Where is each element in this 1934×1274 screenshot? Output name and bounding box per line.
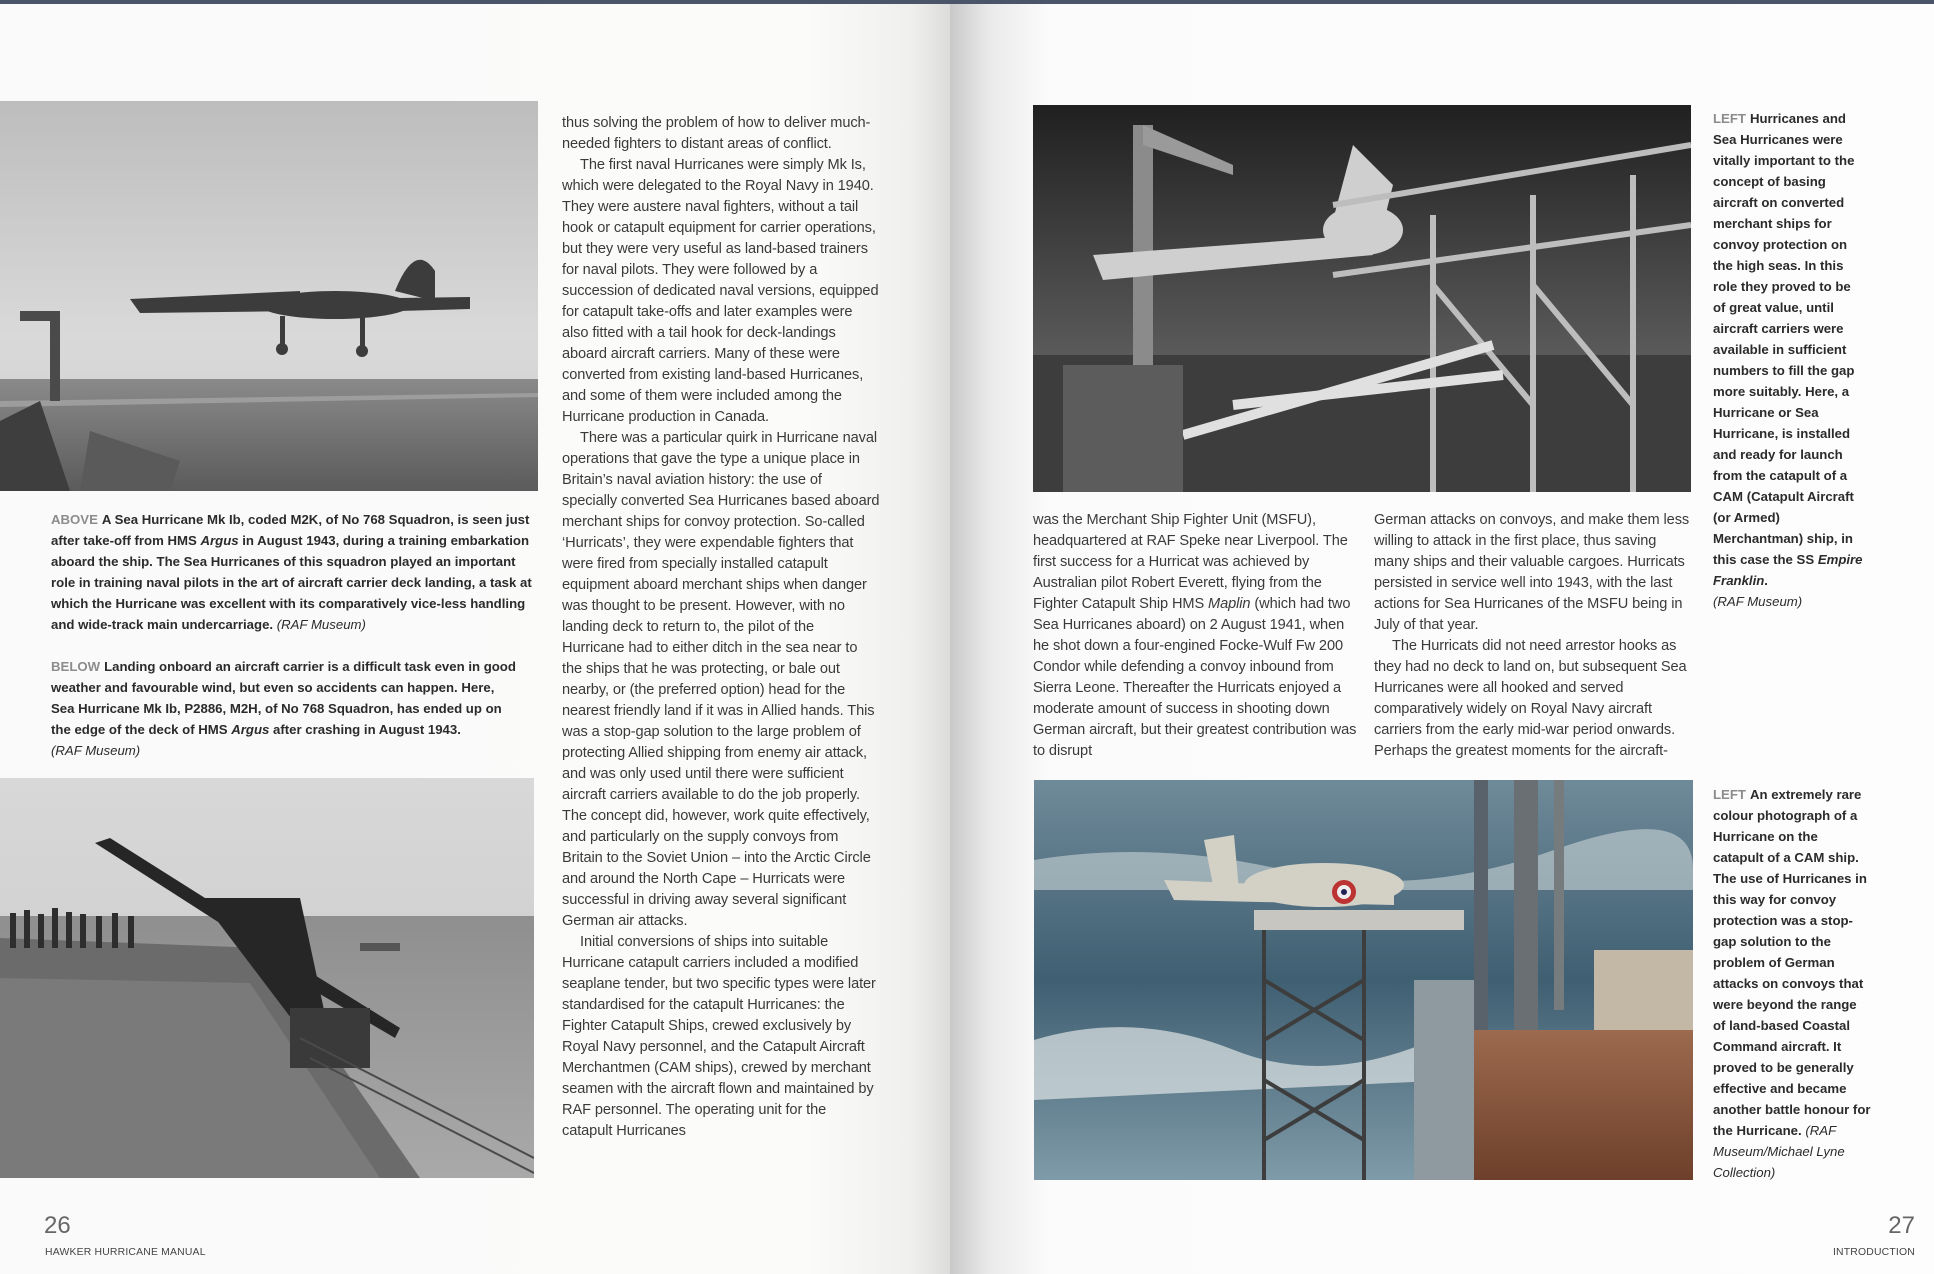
caption-tag: ABOVE	[51, 512, 98, 527]
body-column-1	[1033, 510, 1363, 762]
body-paragraph: was the Merchant Ship Fighter Unit (MSFU), headquartered at RAF Speke near Liverpool. The first success for a Hurricat was achieved by Australian pilot Robert Everett, flying from the Fighter Catapult Ship HMS Maplin (which had two Sea Hurricanes aboard) on 2 August 1941, when he shot down a four-engined Focke-Wulf Fw 200 Condor while defending a convoy inbound from Sierra Leone. Thereafter the Hurricats enjoyed a moderate amount of success in shooting down German aircraft, but their greatest contribution was to disrupt	[1033, 512, 1357, 759]
body-paragraph: There was a particular quirk in Hurricane naval operations that gave the type a unique place in Britain’s naval aviation history: the use of specially converted Sea Hurricanes based aboard merchant ships for convoy protection. So-called ‘Hurricats’, they were expendable fighters that were fired from specially installed catapult equipment aboard merchant ships when danger was thought to be present. However, with no landing deck to return to, the pilot of the Hurricane had to either ditch in the sea near to the ships that he was protecting, or bale out nearby, or (the preferred option) head for the nearest friendly land if it was in Allied hands. This was a stop-gap solution to the large problem of protecting Allied shipping from enemy air attack, and was only used until there were sufficient aircraft carriers available to do the job properly. The concept did, however, work quite effectively, and particularly on the supply convoys from Britain to the Soviet Union – into the Arctic Circle and around the North Cape – Hurricats were successful in driving away several significant German air attacks.	[562, 430, 880, 929]
left-page	[0, 4, 950, 1274]
page-number: 26	[44, 1212, 71, 1239]
body-paragraph: The Hurricats did not need arrestor hooks as they had no deck to land on, but subsequent Sea Hurricanes were all hooked and served comparatively widely on Royal Navy aircraft carriers from the early mid-war period onwards. Perhaps the greatest moments for the aircraft-	[1374, 638, 1687, 759]
running-head: INTRODUCTION	[1832, 1247, 1915, 1258]
caption-below: BELOW Landing onboard an aircraft carrier is a difficult task even in good weather and favourable wind, but even so accidents can happen. Here, Sea Hurricane Mk Ib, P2886, M2H, of No 768 Squadron, has ended up on the edge of the deck of HMS Argus after crashing in August 1943. (RAF Museum)	[51, 659, 516, 758]
page-number: 27	[1888, 1212, 1915, 1239]
body-column-2	[1374, 510, 1694, 762]
caption-tag: BELOW	[51, 659, 101, 674]
caption-above: ABOVE A Sea Hurricane Mk Ib, coded M2K, of No 768 Squadron, is seen just after take-off from HMS Argus in August 1943, during a training embarkation aboard the ship. The Sea Hurricanes of this squadron played an important role in training naval pilots in the art of aircraft carrier deck landing, a task at which the Hurricane was excellent with its comparatively vice-less handling and wide-track main undercarriage. (RAF Museum)	[51, 512, 532, 632]
photo-credit: (RAF Museum/Michael Lyne Collection)	[1713, 1123, 1845, 1180]
body-paragraph: German attacks on convoys, and make them less willing to attack in the first place, thus saving many ships and their valuable cargoes. Hurricats persisted in service well into 1943, with the last actions for Sea Hurricanes of the MSFU being in July of that year.	[1374, 512, 1690, 633]
photo-credit: (RAF Museum)	[1713, 594, 1803, 609]
body-column	[562, 113, 880, 1142]
photo-hurricane-takeoff	[0, 101, 538, 491]
body-paragraph: The first naval Hurricanes were simply Mk Is, which were delegated to the Royal Navy in 1940. They were austere naval fighters, without a tail hook or catapult equipment for carrier operations, but they were very useful as land-based trainers for naval pilots. They were followed by a succession of dedicated naval versions, equipped for catapult take-offs and later examples were also fitted with a tail hook for deck-landings aboard aircraft carriers. Many of these were converted from existing land-based Hurricanes, and some of them were included among the Hurricane production in Canada.	[562, 157, 879, 425]
running-head: HAWKER HURRICANE MANUAL	[45, 1247, 206, 1258]
caption-tag: LEFT	[1713, 111, 1746, 126]
caption-tag: LEFT	[1713, 787, 1746, 802]
photo-hurricane-crash	[0, 778, 534, 1178]
photo-credit: (RAF Museum)	[51, 743, 141, 758]
body-paragraph: thus solving the problem of how to deliver much-needed fighters to distant areas of conflict.	[562, 115, 871, 152]
caption-cam-ship: LEFT Hurricanes and Sea Hurricanes were vitally important to the concept of basing aircraft on converted merchant ships for convoy protection on the high seas. In this role they proved to be of great value, until aircraft carriers were available in sufficient numbers to fill the gap more suitably. Here, a Hurricane or Sea Hurricane, is installed and ready for launch from the catapult of a CAM (Catapult Aircraft (or Armed) Merchantman) ship, in this case the SS Empire Franklin. (RAF Museum)	[1713, 111, 1863, 609]
body-paragraph: Initial conversions of ships into suitable Hurricane catapult carriers included a modified seaplane tender, but two specific types were later standardised for the catapult Hurricanes: the Fighter Catapult Ships, crewed exclusively by Royal Navy personnel, and the Catapult Aircraft Merchantmen (CAM ships), crewed by merchant seamen with the aircraft flown and maintained by RAF personnel. The operating unit for the catapult Hurricanes	[562, 934, 876, 1139]
photo-colour-cam-ship	[1034, 780, 1693, 1180]
caption-colour-photo: LEFT An extremely rare colour photograph of a Hurricane on the catapult of a CAM ship. The use of Hurricanes in this way for convoy protection was a stop-gap solution to the problem of German attacks on convoys that were beyond the range of land-based Coastal Command aircraft. It proved to be generally effective and became another battle honour for the Hurricane. (RAF Museum/Michael Lyne Collection)	[1713, 787, 1871, 1180]
photo-cam-ship-catapult	[1033, 105, 1691, 492]
right-page	[950, 4, 1934, 1274]
photo-credit: (RAF Museum)	[276, 617, 366, 632]
